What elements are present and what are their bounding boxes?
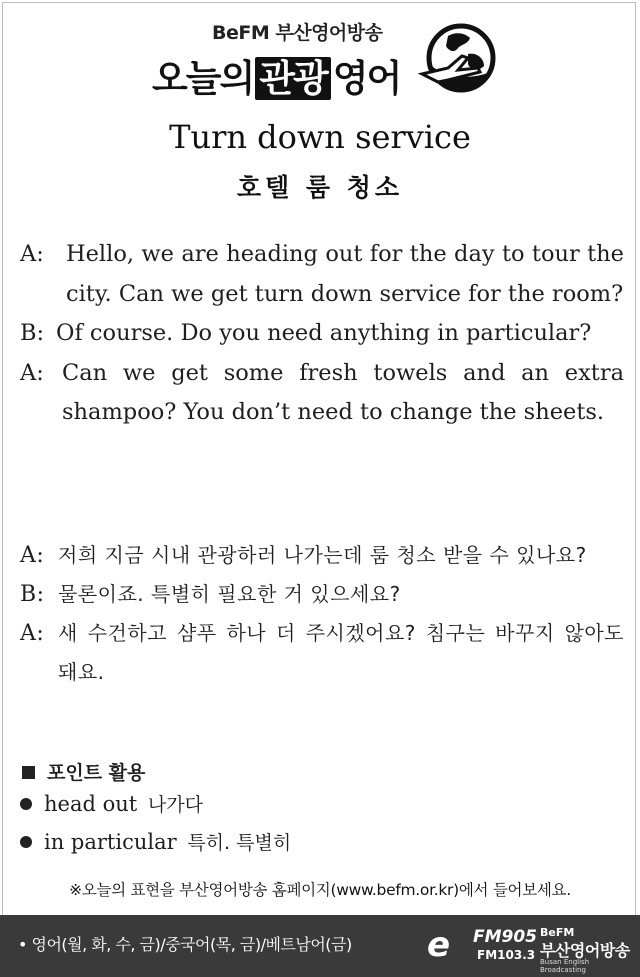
speaker-label: B: bbox=[20, 320, 45, 346]
speaker-label: A: bbox=[20, 241, 44, 267]
point-meaning: 특히. 특별히 bbox=[187, 832, 292, 854]
title-english: Turn down service bbox=[169, 118, 471, 156]
square-bullet-icon bbox=[22, 766, 35, 779]
station-name: BeFM 부산영어방송 bbox=[212, 22, 383, 44]
logo-text-part1: 오늘의 bbox=[152, 57, 254, 100]
logo-text-part2: 영어 bbox=[332, 57, 401, 100]
brand-tagline: Busan English Broadcasting bbox=[540, 958, 590, 974]
dialogue-text: 새 수건하고 샴푸 하나 더 주시겠어요? 침구는 바꾸지 않아도 돼요. bbox=[58, 621, 624, 684]
frequency-sub: FM103.3 bbox=[477, 948, 536, 962]
frequency-main: FM905 bbox=[473, 927, 538, 947]
dialogue-line bbox=[20, 354, 624, 433]
title-korean: 호텔 룸 청소 bbox=[236, 173, 404, 202]
header bbox=[0, 8, 640, 108]
dialogue-korean bbox=[20, 536, 624, 692]
program-logo bbox=[152, 48, 400, 102]
dialogue-line bbox=[20, 536, 624, 575]
point-item bbox=[20, 828, 291, 855]
point-meaning: 나가다 bbox=[147, 794, 203, 816]
dialogue-line bbox=[20, 235, 624, 314]
dialogue-line bbox=[20, 614, 624, 692]
dialogue-line bbox=[20, 314, 624, 354]
speaker-label: B: bbox=[20, 582, 45, 607]
dialogue-text: Can we get some fresh towels and an extra shampoo? You don’t need to change the sheets. bbox=[62, 359, 624, 425]
bullet-icon bbox=[20, 798, 32, 810]
broadcast-schedule: • 영어(월, 화, 수, 금)/중국어(목, 금)/베트남어(금) bbox=[18, 935, 352, 954]
bullet-icon bbox=[20, 836, 32, 848]
dialogue-text: Of course. Do you need anything in particular? bbox=[56, 320, 592, 346]
logo-text-boxed: 관광 bbox=[255, 57, 330, 100]
dialogue-text: Hello, we are heading out for the day to tour the city. Can we get turn down service for the room? bbox=[66, 241, 624, 307]
footer-bar bbox=[0, 915, 640, 977]
brand-name: 부산영어방송 bbox=[540, 941, 630, 960]
point-heading-text: 포인트 활용 bbox=[47, 762, 146, 784]
point-item bbox=[20, 790, 203, 817]
dialogue-line bbox=[20, 575, 624, 614]
point-expression: in particular bbox=[44, 830, 177, 854]
befm-e-icon: e bbox=[427, 925, 451, 965]
dialogue-english bbox=[20, 235, 624, 433]
dialogue-text: 저희 지금 시내 관광하러 나가는데 룸 청소 받을 수 있나요? bbox=[58, 543, 587, 567]
listen-note: ※오늘의 표현을 부산영어방송 홈페이지(www.befm.or.kr)에서 들어보세요. bbox=[69, 881, 571, 899]
globe-airplane-icon bbox=[418, 20, 500, 102]
speaker-label: A: bbox=[20, 621, 45, 646]
dialogue-text: 물론이죠. 특별히 필요한 거 있으세요? bbox=[58, 582, 401, 606]
point-heading bbox=[22, 758, 145, 785]
brand-name-small: BeFM bbox=[540, 926, 575, 939]
speaker-label: A: bbox=[20, 543, 45, 568]
befm-logo bbox=[425, 923, 635, 974]
point-expression: head out bbox=[44, 792, 138, 816]
speaker-label: A: bbox=[20, 359, 44, 386]
